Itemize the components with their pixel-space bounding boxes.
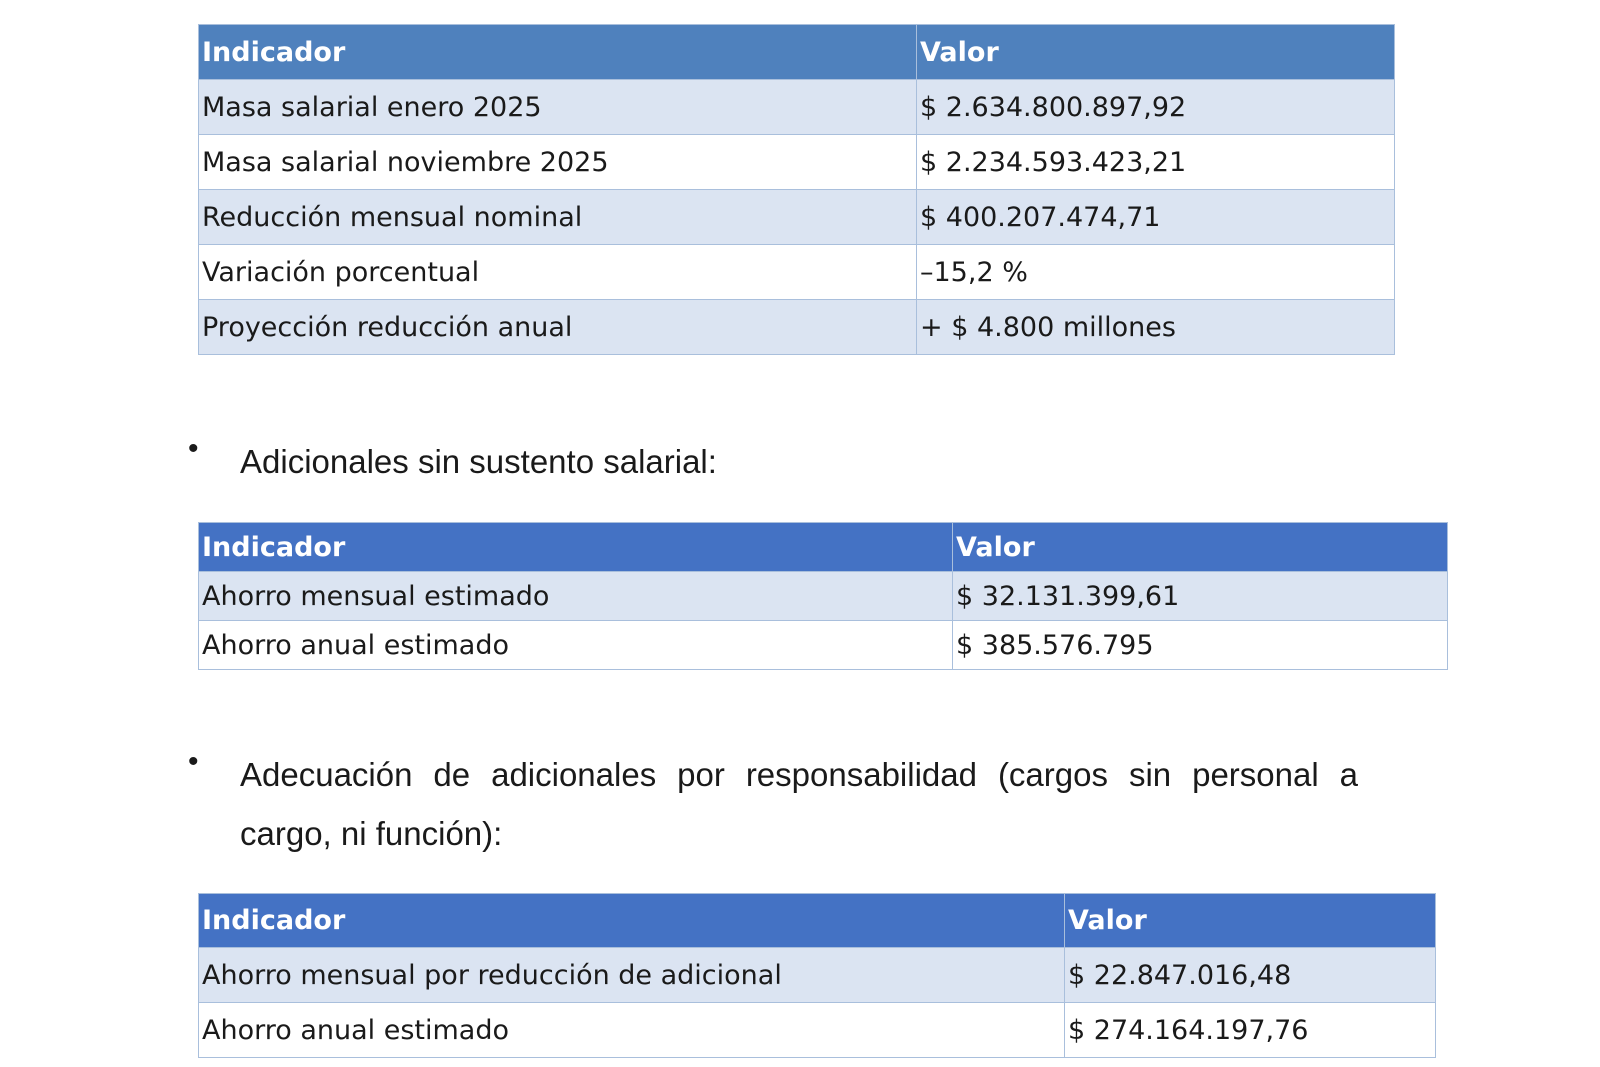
table-row xyxy=(199,245,1395,300)
cell-indicator: Variación porcentual xyxy=(199,245,917,300)
salary-mass-table xyxy=(198,24,1395,355)
bullet-item xyxy=(188,432,1358,491)
cell-value: $ 2.634.800.897,92 xyxy=(917,80,1395,135)
unsupported-additionals-table xyxy=(198,522,1448,670)
bullet-text: Adicionales sin sustento salarial: xyxy=(240,443,717,480)
table-header-row xyxy=(199,25,1395,80)
bullet-marker: • xyxy=(188,432,199,465)
cell-value: $ 2.234.593.423,21 xyxy=(917,135,1395,190)
cell-indicator: Proyección reducción anual xyxy=(199,300,917,355)
cell-indicator: Masa salarial noviembre 2025 xyxy=(199,135,917,190)
bullet-text: Adecuación de adicionales por responsabilidad (cargos sin personal a cargo, ni función): xyxy=(240,756,1358,852)
table-row xyxy=(199,135,1395,190)
header-value: Valor xyxy=(917,25,1395,80)
cell-value: $ 400.207.474,71 xyxy=(917,190,1395,245)
bullet-item xyxy=(188,745,1358,863)
header-value: Valor xyxy=(1065,894,1436,948)
table-row xyxy=(199,948,1436,1003)
header-value: Valor xyxy=(953,523,1448,572)
table-row xyxy=(199,190,1395,245)
cell-indicator: Ahorro mensual por reducción de adicional xyxy=(199,948,1065,1003)
table-row xyxy=(199,572,1448,621)
table-row xyxy=(199,1003,1436,1058)
cell-value: $ 274.164.197,76 xyxy=(1065,1003,1436,1058)
bullet-marker: • xyxy=(188,745,199,778)
cell-indicator: Reducción mensual nominal xyxy=(199,190,917,245)
table-row xyxy=(199,300,1395,355)
cell-value: –15,2 % xyxy=(917,245,1395,300)
cell-value: $ 385.576.795 xyxy=(953,621,1448,670)
cell-indicator: Ahorro anual estimado xyxy=(199,621,953,670)
header-indicator: Indicador xyxy=(199,523,953,572)
cell-indicator: Ahorro mensual estimado xyxy=(199,572,953,621)
table-row xyxy=(199,80,1395,135)
header-indicator: Indicador xyxy=(199,25,917,80)
table-row xyxy=(199,621,1448,670)
cell-value: $ 32.131.399,61 xyxy=(953,572,1448,621)
cell-indicator: Ahorro anual estimado xyxy=(199,1003,1065,1058)
header-indicator: Indicador xyxy=(199,894,1065,948)
responsibility-additionals-table xyxy=(198,893,1436,1058)
table-header-row xyxy=(199,523,1448,572)
table-header-row xyxy=(199,894,1436,948)
cell-value: $ 22.847.016,48 xyxy=(1065,948,1436,1003)
cell-value: + $ 4.800 millones xyxy=(917,300,1395,355)
cell-indicator: Masa salarial enero 2025 xyxy=(199,80,917,135)
